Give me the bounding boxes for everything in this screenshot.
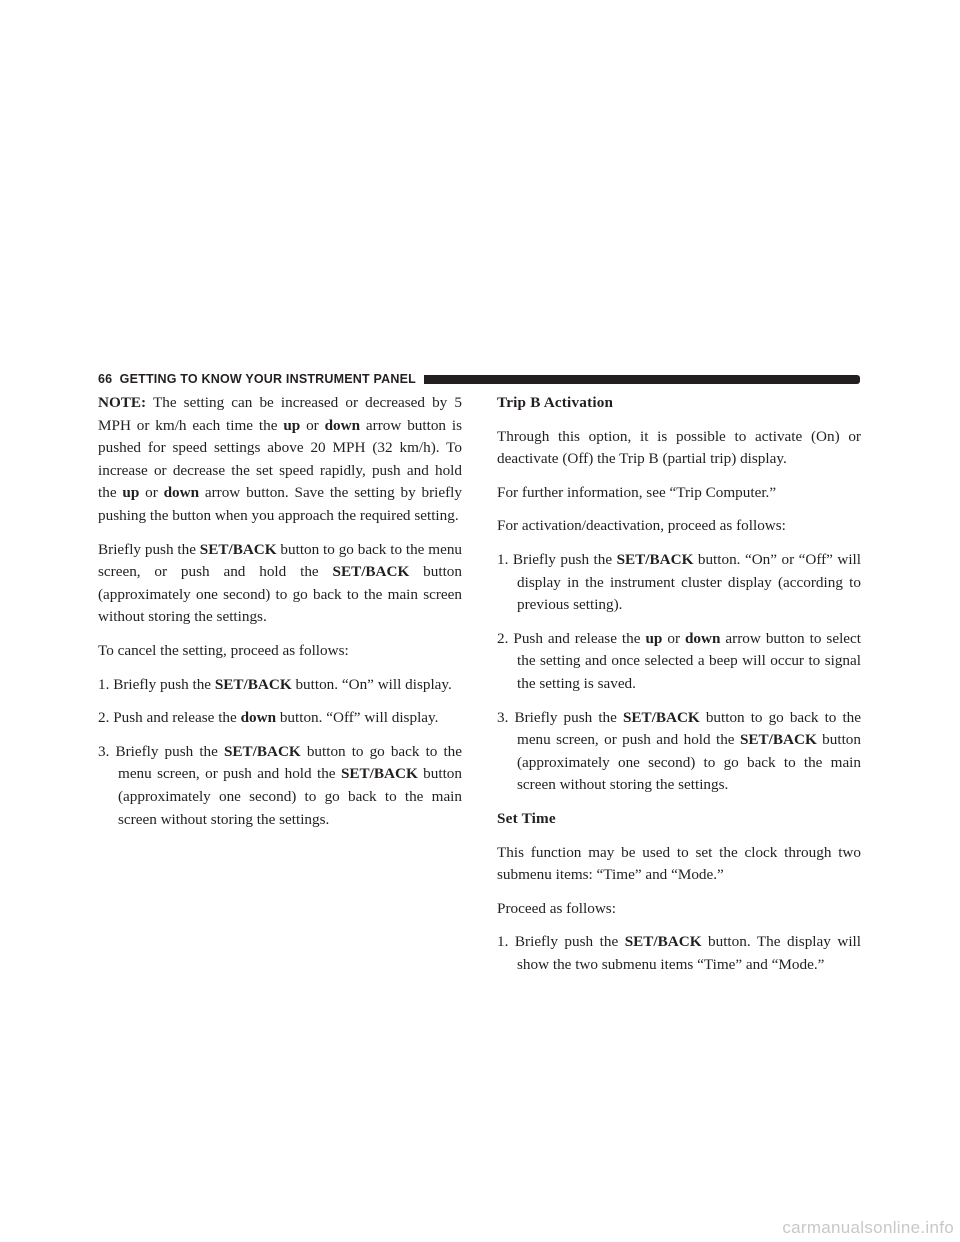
section-heading-trip-b: Trip B Activation — [497, 394, 614, 411]
note-paragraph — [98, 392, 462, 528]
step-number: 3. — [98, 742, 116, 760]
step-item — [497, 707, 861, 797]
right-column — [497, 392, 861, 987]
section-heading-set-time: Set Time — [497, 809, 556, 827]
bold-term: SET/BACK — [622, 708, 700, 726]
step-number: 1. — [497, 550, 513, 568]
bold-term: SET/BACK — [624, 933, 702, 951]
step-number: 2. — [98, 709, 114, 727]
bold-term: up — [283, 416, 301, 434]
bold-term: down — [240, 709, 277, 727]
text: button to go back to the menu screen, or push and hold the — [98, 540, 463, 581]
bold-term: down — [163, 484, 200, 502]
text: Briefly push the — [113, 675, 215, 693]
bold-term: down — [684, 629, 721, 647]
bold-term: up — [122, 484, 140, 502]
paragraph: Through this option, it is possible to activate (On) or deactivate (Off) the Trip B (partial trip) display. — [497, 427, 861, 468]
step-item — [497, 931, 861, 976]
text: button. “Off” will display. — [276, 709, 439, 727]
text: button. “On” or “Off” will display in the instrument cluster display (according to previous setting). — [517, 550, 862, 614]
chapter-title: GETTING TO KNOW YOUR INSTRUMENT PANEL — [119, 372, 416, 386]
text: button to go back to the menu screen, or push and hold the — [517, 708, 862, 749]
setback-paragraph — [98, 539, 462, 629]
text: arrow button. Save the setting by briefly pushing the button when you approach the required setting. — [98, 484, 462, 524]
text: button to go back to the menu screen, or push and hold the — [118, 742, 463, 783]
text: Briefly push the — [115, 742, 224, 760]
text: button (approximately one second) to go back to the main screen without storing the settings. — [98, 563, 462, 626]
text: arrow button to select the setting and once selected a beep will occur to signal the setting is saved. — [517, 629, 861, 692]
page-number: 66 — [98, 372, 113, 386]
bold-term: SET/BACK — [616, 550, 694, 568]
step-number: 1. — [497, 933, 515, 951]
bold-term: SET/BACK — [214, 675, 292, 693]
text: arrow button is pushed for speed settings above 20 MPH (32 km/h). To increase or decrease the set speed rapidly, push and hold the — [98, 416, 462, 502]
text: button. “On” will display. — [291, 675, 452, 693]
header-rule — [424, 375, 860, 384]
text: Briefly push the — [512, 550, 617, 568]
cancel-intro: To cancel the setting, proceed as follows: — [98, 641, 349, 659]
text: Briefly push the — [98, 540, 200, 558]
text: The setting can be increased or decreased by 5 MPH or km/h each time the — [98, 394, 462, 434]
page-header — [98, 368, 860, 390]
bold-term: up — [645, 629, 663, 647]
left-column — [98, 392, 462, 842]
bold-term: SET/BACK — [199, 540, 277, 558]
text: Push and release the — [113, 709, 241, 727]
text: or — [300, 416, 325, 434]
text: Briefly push the — [514, 933, 625, 951]
step-item — [497, 628, 861, 696]
bold-term: down — [324, 416, 361, 434]
step-item — [98, 707, 462, 730]
watermark: carmanualsonline.info — [782, 1218, 954, 1237]
step-item — [98, 741, 462, 831]
step-item — [98, 674, 462, 697]
text: Push and release the — [513, 629, 646, 647]
paragraph: For further information, see “Trip Computer.” — [497, 483, 777, 501]
step-number: 3. — [497, 708, 515, 726]
bold-term: SET/BACK — [340, 765, 418, 783]
step-number: 1. — [98, 675, 114, 693]
text: button (approximately one second) to go back to the main screen without storing the settings. — [517, 731, 861, 794]
text: Briefly push the — [514, 708, 623, 726]
note-label: NOTE: — [98, 394, 147, 411]
header-text — [98, 372, 416, 386]
bold-term: SET/BACK — [332, 563, 410, 581]
text: button (approximately one second) to go back to the main screen without storing the settings. — [118, 765, 462, 828]
step-item — [497, 549, 861, 617]
text: button. The display will show the two submenu items “Time” and “Mode.” — [517, 933, 862, 973]
paragraph: Proceed as follows: — [497, 899, 616, 917]
text: or — [662, 629, 685, 647]
paragraph: For activation/deactivation, proceed as follows: — [497, 517, 786, 535]
paragraph: This function may be used to set the clock through two submenu items: “Time” and “Mode.” — [497, 843, 861, 884]
bold-term: SET/BACK — [739, 731, 817, 749]
step-number: 2. — [497, 629, 514, 647]
bold-term: SET/BACK — [223, 742, 301, 760]
text: or — [139, 484, 164, 502]
